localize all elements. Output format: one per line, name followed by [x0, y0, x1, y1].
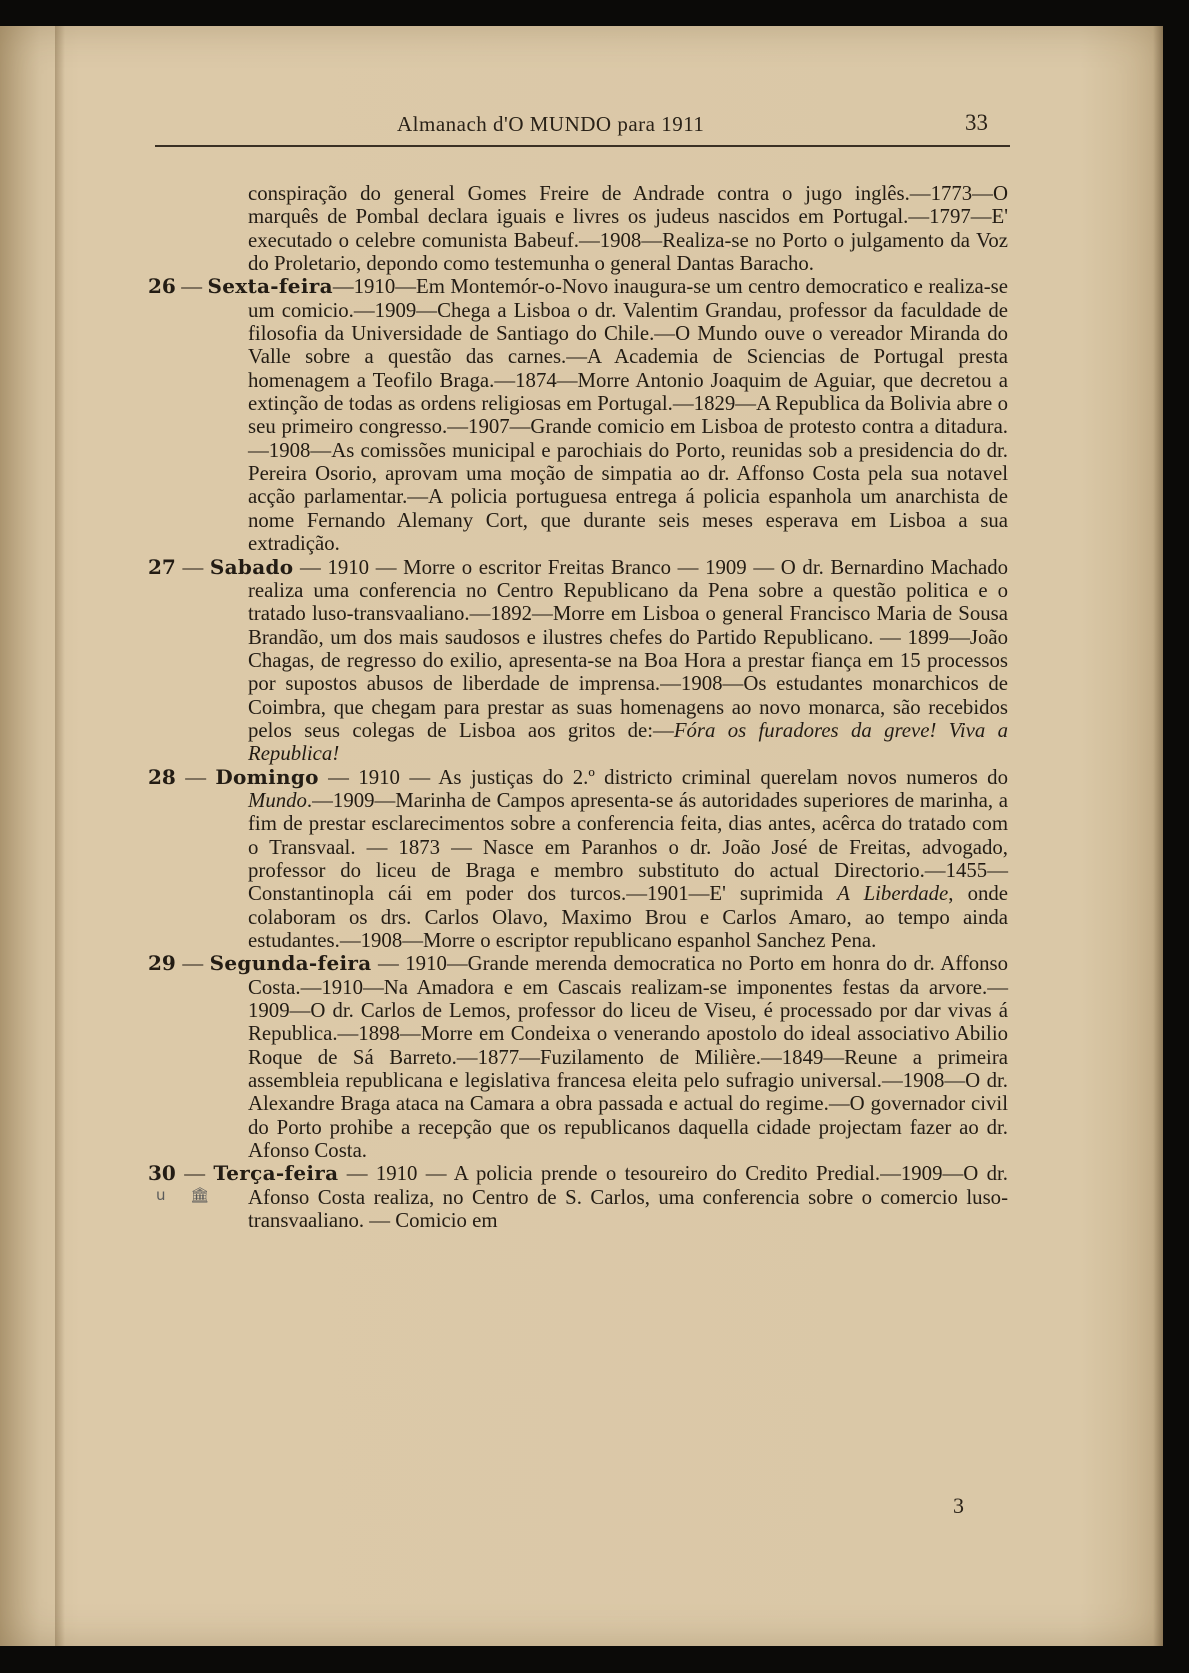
margin-mark: u 🏛 [156, 1186, 220, 1204]
entry-text: — 1910 — A policia prende o tesoureiro do Credito Predial.—1909—O dr. Afonso Costa realiza, no Centro de S. Carlos, uma conferencia sobre o comercio luso-transvaaliano. — Comicio em [248, 1162, 1008, 1233]
entry-day: Terça-feira [213, 1161, 339, 1186]
entry-day: Domingo [215, 764, 319, 789]
entry-number: 30 [148, 1161, 176, 1186]
entry-26: 26 — Sexta-feira—1910—Em Montemór-o-Novo inaugura-se um centro democratico e realiza-se um comicio.—1909—Chega a Lisboa o dr. Valentim Grandau, professor da faculdade de filosofia da Universidade de Santiago do Chile.—O Mundo ouve o vereador Miranda do Valle sobre a questão das carnes.—A Academia de Sciencias de Portugal presta homenagem a Teofilo Braga.—1874—Morre Antonio Joaquim de Aguiar, que decretou a extinção de todas as ordens religiosas em Portugal.—1829—A Republica da Bolivia abre o seu primeiro congresso.—1907—Grande comicio em Lisboa de protesto contra a ditadura.—1908—As comissões municipal e parochiais do Porto, reunidas sob a presidencia do dr. Pereira Osorio, aprovam uma moção de simpatia ao dr. Affonso Costa pela sua notavel acção parlamentar.—A policia portuguesa entrega á policia espanhola um anarchista de nome Fernando Alemany Cort, que durante seis meses esperava em Lisboa a sua extradição. [148, 274, 1008, 556]
entry-number: 29 [148, 951, 176, 976]
entry-27: 27 — Sabado — 1910 — Morre o escritor Freitas Branco — 1909 — O dr. Bernardino Machado realiza uma conferencia no Centro Republicano da Pena sobre a questão politica e o tratado luso-transvaaliano.—1892—Morre em Lisboa o general Francisco Maria de Sousa Brandão, um dos mais saudosos e ilustres chefes do Partido Republicano. — 1899—João Chagas, de regresso do exilio, apresenta-se na Boa Hora a prestar fiança em 15 processos por supostos abusos de liberdade de imprensa.—1908—Os estudantes monarchicos de Coimbra, que chegam para prestar as suas homenagens ao novo monarca, são recebidos pelos seus colegas de Lisboa aos gritos de:—Fóra os furadores da greve! Viva a Republica! [148, 554, 1008, 766]
entry-29: 29 — Segunda-feira — 1910—Grande merenda democratica no Porto em honra do dr. Affonso Costa.—1910—Na Amadora e em Cascais realizam-se imponentes festas da arvore.—1909—O dr. Carlos de Lemos, professor do liceu de Viseu, é processado por dar vivas á Republica.—1898—Morre em Condeixa o venerando apostolo do ideal associativo Abilio Roque de Sá Barreto.—1877—Fuzilamento de Milière.—1849—Reune a primeira assembleia republicana e legislativa francesa eleita pelo sufragio universal.—1908—O dr. Alexandre Braga ataca na Camara a obra passada e actual do regime.—O governador civil do Porto prohibe a recepção que os republicanos daquella cidade projectam fazer ao dr. Afonso Costa. [148, 951, 1008, 1163]
entry-30: 30 — Terça-feira — 1910 — A policia prende o tesoureiro do Credito Predial.—1909—O dr. Afonso Costa realiza, no Centro de S. Carlos, uma conferencia sobre o comercio luso-transvaaliano. — Comicio em [148, 1161, 1008, 1233]
entry-italic: Fóra os furadores da greve! Viva a Republica! [248, 718, 1008, 766]
entry-text: —1910—Em Montemór-o-Novo inaugura-se um centro democratico e realiza-se um comicio.—1909—Chega a Lisboa o dr. Valentim Grandau, professor da faculdade de filosofia da Universidade de Santiago do Chile.—O Mundo ouve o vereador Miranda do Valle sobre a questão das carnes.—A Academia de Sciencias de Portugal presta homenagem a Teofilo Braga.—1874—Morre Antonio Joaquim de Aguiar, que decretou a extinção de todas as ordens religiosas em Portugal.—1829—A Republica da Bolivia abre o seu primeiro congresso.—1907—Grande comicio em Lisboa de protesto contra a ditadura.—1908—As comissões municipal e parochiais do Porto, reunidas sob a presidencia do dr. Pereira Osorio, aprovam uma moção de simpatia ao dr. Affonso Costa pela sua notavel acção parlamentar.—A policia portuguesa entrega á policia espanhola um anarchista de nome Fernando Alemany Cort, que durante seis meses esperava em Lisboa a sua extradição. [248, 275, 1008, 556]
header-title: Almanach d'O MUNDO para 1911 [397, 112, 705, 136]
entry-text: — 1910—Grande merenda democratica no Porto em honra do dr. Affonso Costa.—1910—Na Amadora e em Cascais realizam-se imponentes festas da arvore.—1909—O dr. Carlos de Lemos, professor do liceu de Viseu, é processado por dar vivas á Republica.—1898—Morre em Condeixa o venerando apostolo do ideal associativo Abilio Roque de Sá Barreto.—1877—Fuzilamento de Milière.—1849—Reune a primeira assembleia republicana e legislativa francesa eleita pelo sufragio universal.—1908—O dr. Alexandre Braga ataca na Camara a obra passada e actual do regime.—O governador civil do Porto prohibe a recepção que os republicanos daquella cidade projectam fazer ao dr. Afonso Costa. [248, 952, 1008, 1163]
entry-italic: A Liberdade [837, 882, 949, 906]
entry-day: Segunda-feira [209, 951, 372, 976]
entry-italic: Mundo [248, 788, 307, 812]
almanac-body [148, 182, 1008, 1232]
intro-paragraph [148, 182, 1008, 275]
entry-text: , onde colaboram os drs. Carlos Olavo, Maximo Brou e Carlos Amaro, ao tempo ainda estudantes.—1908—Morre o escriptor republicano espanhol Sanchez Pena. [248, 882, 1008, 952]
page-number: 33 [965, 110, 988, 135]
header-rule [155, 145, 1010, 147]
entry-number: 26 [148, 274, 176, 299]
running-header [155, 108, 1010, 142]
entry-28: 28 — Domingo — 1910 — As justiças do 2.º districto criminal querelam novos numeros do Mundo.—1909—Marinha de Campos apresenta-se ás autoridades superiores de marinha, a fim de prestar esclarecimentos sobre a conferencia feita, dias antes, acêrca do tratado com o Transvaal. — 1873 — Nasce em Paranhos o dr. João José de Freitas, advogado, professor do liceu de Braga e membro substituto do actual Directorio.—1455—Constantinopla cái em poder dos turcos.—1901—E' suprimida A Liberdade, onde colaboram os drs. Carlos Olavo, Maximo Brou e Carlos Amaro, ao tempo ainda estudantes.—1908—Morre o escriptor republicano espanhol Sanchez Pena. [148, 764, 1008, 952]
entry-day: Sexta-feira [207, 274, 333, 299]
page-gutter [55, 26, 65, 1646]
entry-text: — 1910 — As justiças do 2.º districto criminal querelam novos numeros do [318, 765, 1008, 789]
entry-day: Sabado [209, 554, 294, 579]
page-edge [1153, 26, 1163, 1646]
entry-number: 27 [148, 554, 176, 579]
entry-text: .—1909—Marinha de Campos apresenta-se ás autoridades superiores de marinha, a fim de prestar esclarecimentos sobre a conferencia feita, dias antes, acêrca do tratado com o Transvaal. — 1873 — Nasce em Paranhos o dr. João José de Freitas, advogado, professor do liceu de Braga e membro substituto do actual Directorio.—1455—Constantinopla cái em poder dos turcos.—1901—E' suprimida [248, 788, 1008, 906]
entry-number: 28 [148, 764, 176, 789]
intro-text: conspiração do general Gomes Freire de Andrade contra o jugo inglês.—1773—O marquês de Pombal declara iguais e livres os judeus nascidos em Portugal.—1797—E' executado o celebre comunista Babeuf.—1908—Realiza-se no Porto o julgamento da Voz do Proletario, depondo como testemunha o general Dantas Baracho. [248, 182, 1008, 276]
signature-mark: 3 [953, 1493, 964, 1518]
entry-text: — 1910 — Morre o escritor Freitas Branco — 1909 — O dr. Bernardino Machado realiza uma conferencia no Centro Republicano da Pena sobre a questão politica e o tratado luso-transvaaliano.—1892—Morre em Lisboa o general Francisco Maria de Sousa Brandão, um dos mais saudosos e ilustres chefes do Partido Republicano. — 1899—João Chagas, de regresso do exilio, apresenta-se na Boa Hora a prestar fiança em 15 processos por supostos abusos de liberdade de imprensa.—1908—Os estudantes monarchicos de Coimbra, que chegam para prestar as suas homenagens ao novo monarca, são recebidos pelos seus colegas de Lisboa aos gritos de:— [248, 555, 1008, 742]
